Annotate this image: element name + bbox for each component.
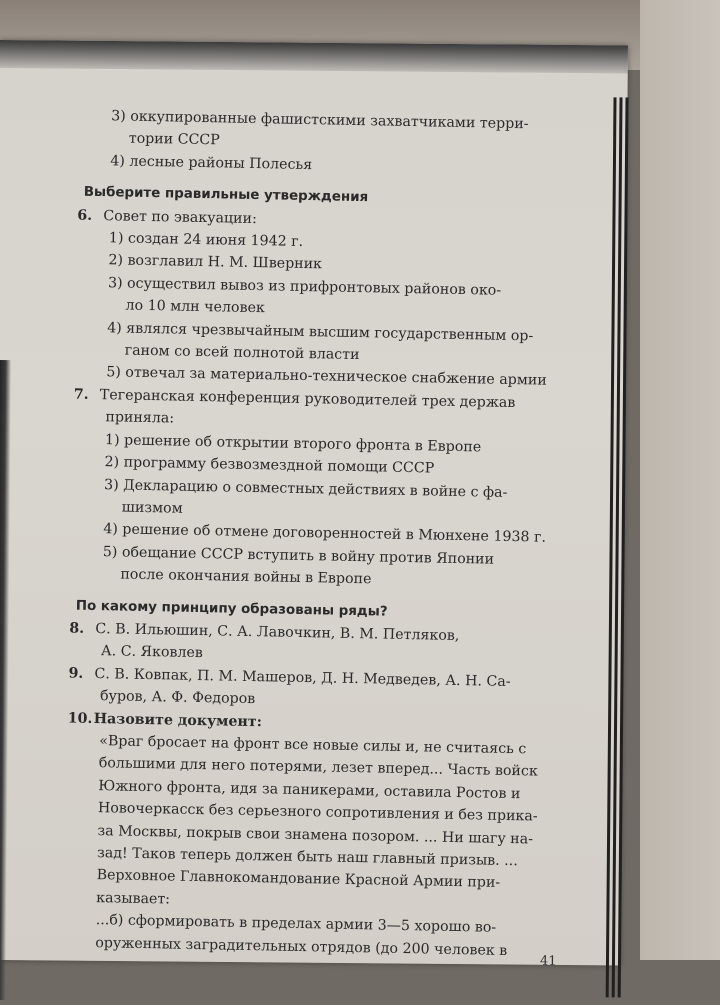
- line-text: 1) создан 24 июня 1942 г.: [108, 230, 304, 250]
- line-text: ...б) сформировать в пределах армии 3—5 хорошо во-: [95, 912, 497, 937]
- line-text: оруженных заградительных отрядов (до 200 человек в: [95, 934, 508, 959]
- line-text: ло 10 млн человек: [125, 297, 265, 317]
- line-text: 5) отвечал за материально-техническое снабжение армии: [106, 364, 547, 390]
- line-text: 5) обещание СССР вступить в войну против Японии: [102, 543, 495, 568]
- line-text: 4) лесные районы Полесья: [110, 153, 313, 173]
- scan-shadow-left: [0, 360, 11, 1000]
- line-text: за Москвы, покрыв свои знамена позором. ... Ни шагу на-: [97, 822, 534, 848]
- book-page: [0, 40, 628, 969]
- line-text: казывает:: [96, 889, 171, 908]
- question-number: 8.: [69, 620, 85, 637]
- line-text: зад! Таков теперь должен быть наш главный призыв. ...: [96, 845, 518, 870]
- line-text: приняла:: [105, 409, 175, 427]
- desk-background-right: [640, 0, 720, 960]
- line-text: после окончания войны в Европе: [120, 566, 372, 588]
- line-text: большими для него потерями, лезет вперед... Часть войск: [98, 755, 538, 780]
- line-text: 4) являлся чрезвычайным высшим государственным ор-: [107, 319, 534, 345]
- page-number: 41: [539, 953, 557, 969]
- line-text: Южного фронта, идя за паникерами, оставила Ростов и: [98, 777, 521, 803]
- line-text: 2) программу безвозмездной помощи СССР: [104, 454, 435, 477]
- line-text: Тегеранская конференция руководителей трех держав: [99, 386, 516, 411]
- line-text: ганом со всей полнотой власти: [124, 342, 360, 364]
- line-text: Назовите документ:: [93, 710, 263, 730]
- line-text: С. В. Ильюшин, С. А. Лавочкин, В. М. Петляков,: [95, 620, 460, 644]
- line-text: шизмом: [121, 499, 183, 517]
- line-text: Новочеркасск без серьезного сопротивления и без прика-: [97, 800, 538, 825]
- line-text: 2) возглавил Н. М. Шверник: [108, 252, 323, 273]
- question-number: 6.: [77, 207, 93, 224]
- line-text: 1) решение об открытии второго фронта в Европе: [104, 431, 482, 456]
- scan-shadow-top: [0, 40, 628, 73]
- line-text: По какому принципу образованы ряды?: [75, 598, 388, 620]
- line-text: Выберите правильные утверждения: [83, 184, 369, 206]
- line-text: 3) осуществил вывоз из прифронтовых районов око-: [107, 275, 502, 299]
- question-number: 7.: [73, 386, 89, 403]
- line-text: С. В. Ковпак, П. М. Машеров, Д. Н. Медведев, А. Н. Са-: [94, 665, 511, 690]
- page-text: [69, 105, 585, 963]
- line-text: буров, А. Ф. Федоров: [99, 688, 256, 708]
- line-text: 3) Декларацию о совместных действиях в войне с фа-: [103, 476, 508, 501]
- line-text: Верховное Главнокомандование Красной Армии при-: [96, 867, 501, 892]
- line-text: тории СССР: [128, 130, 220, 149]
- line-text: 3) оккупированные фашистскими захватчиками терри-: [111, 108, 529, 133]
- line-text: Совет по эвакуации:: [103, 207, 257, 227]
- line-text: А. С. Яковлев: [100, 643, 203, 662]
- line-text: «Враг бросает на фронт все новые силы и, не считаясь с: [99, 733, 527, 758]
- question-number: 9.: [68, 665, 84, 682]
- question-number: 10.: [67, 710, 93, 727]
- line-text: 4) решение об отмене договоренностей в Мюнхене 1938 г.: [103, 521, 547, 546]
